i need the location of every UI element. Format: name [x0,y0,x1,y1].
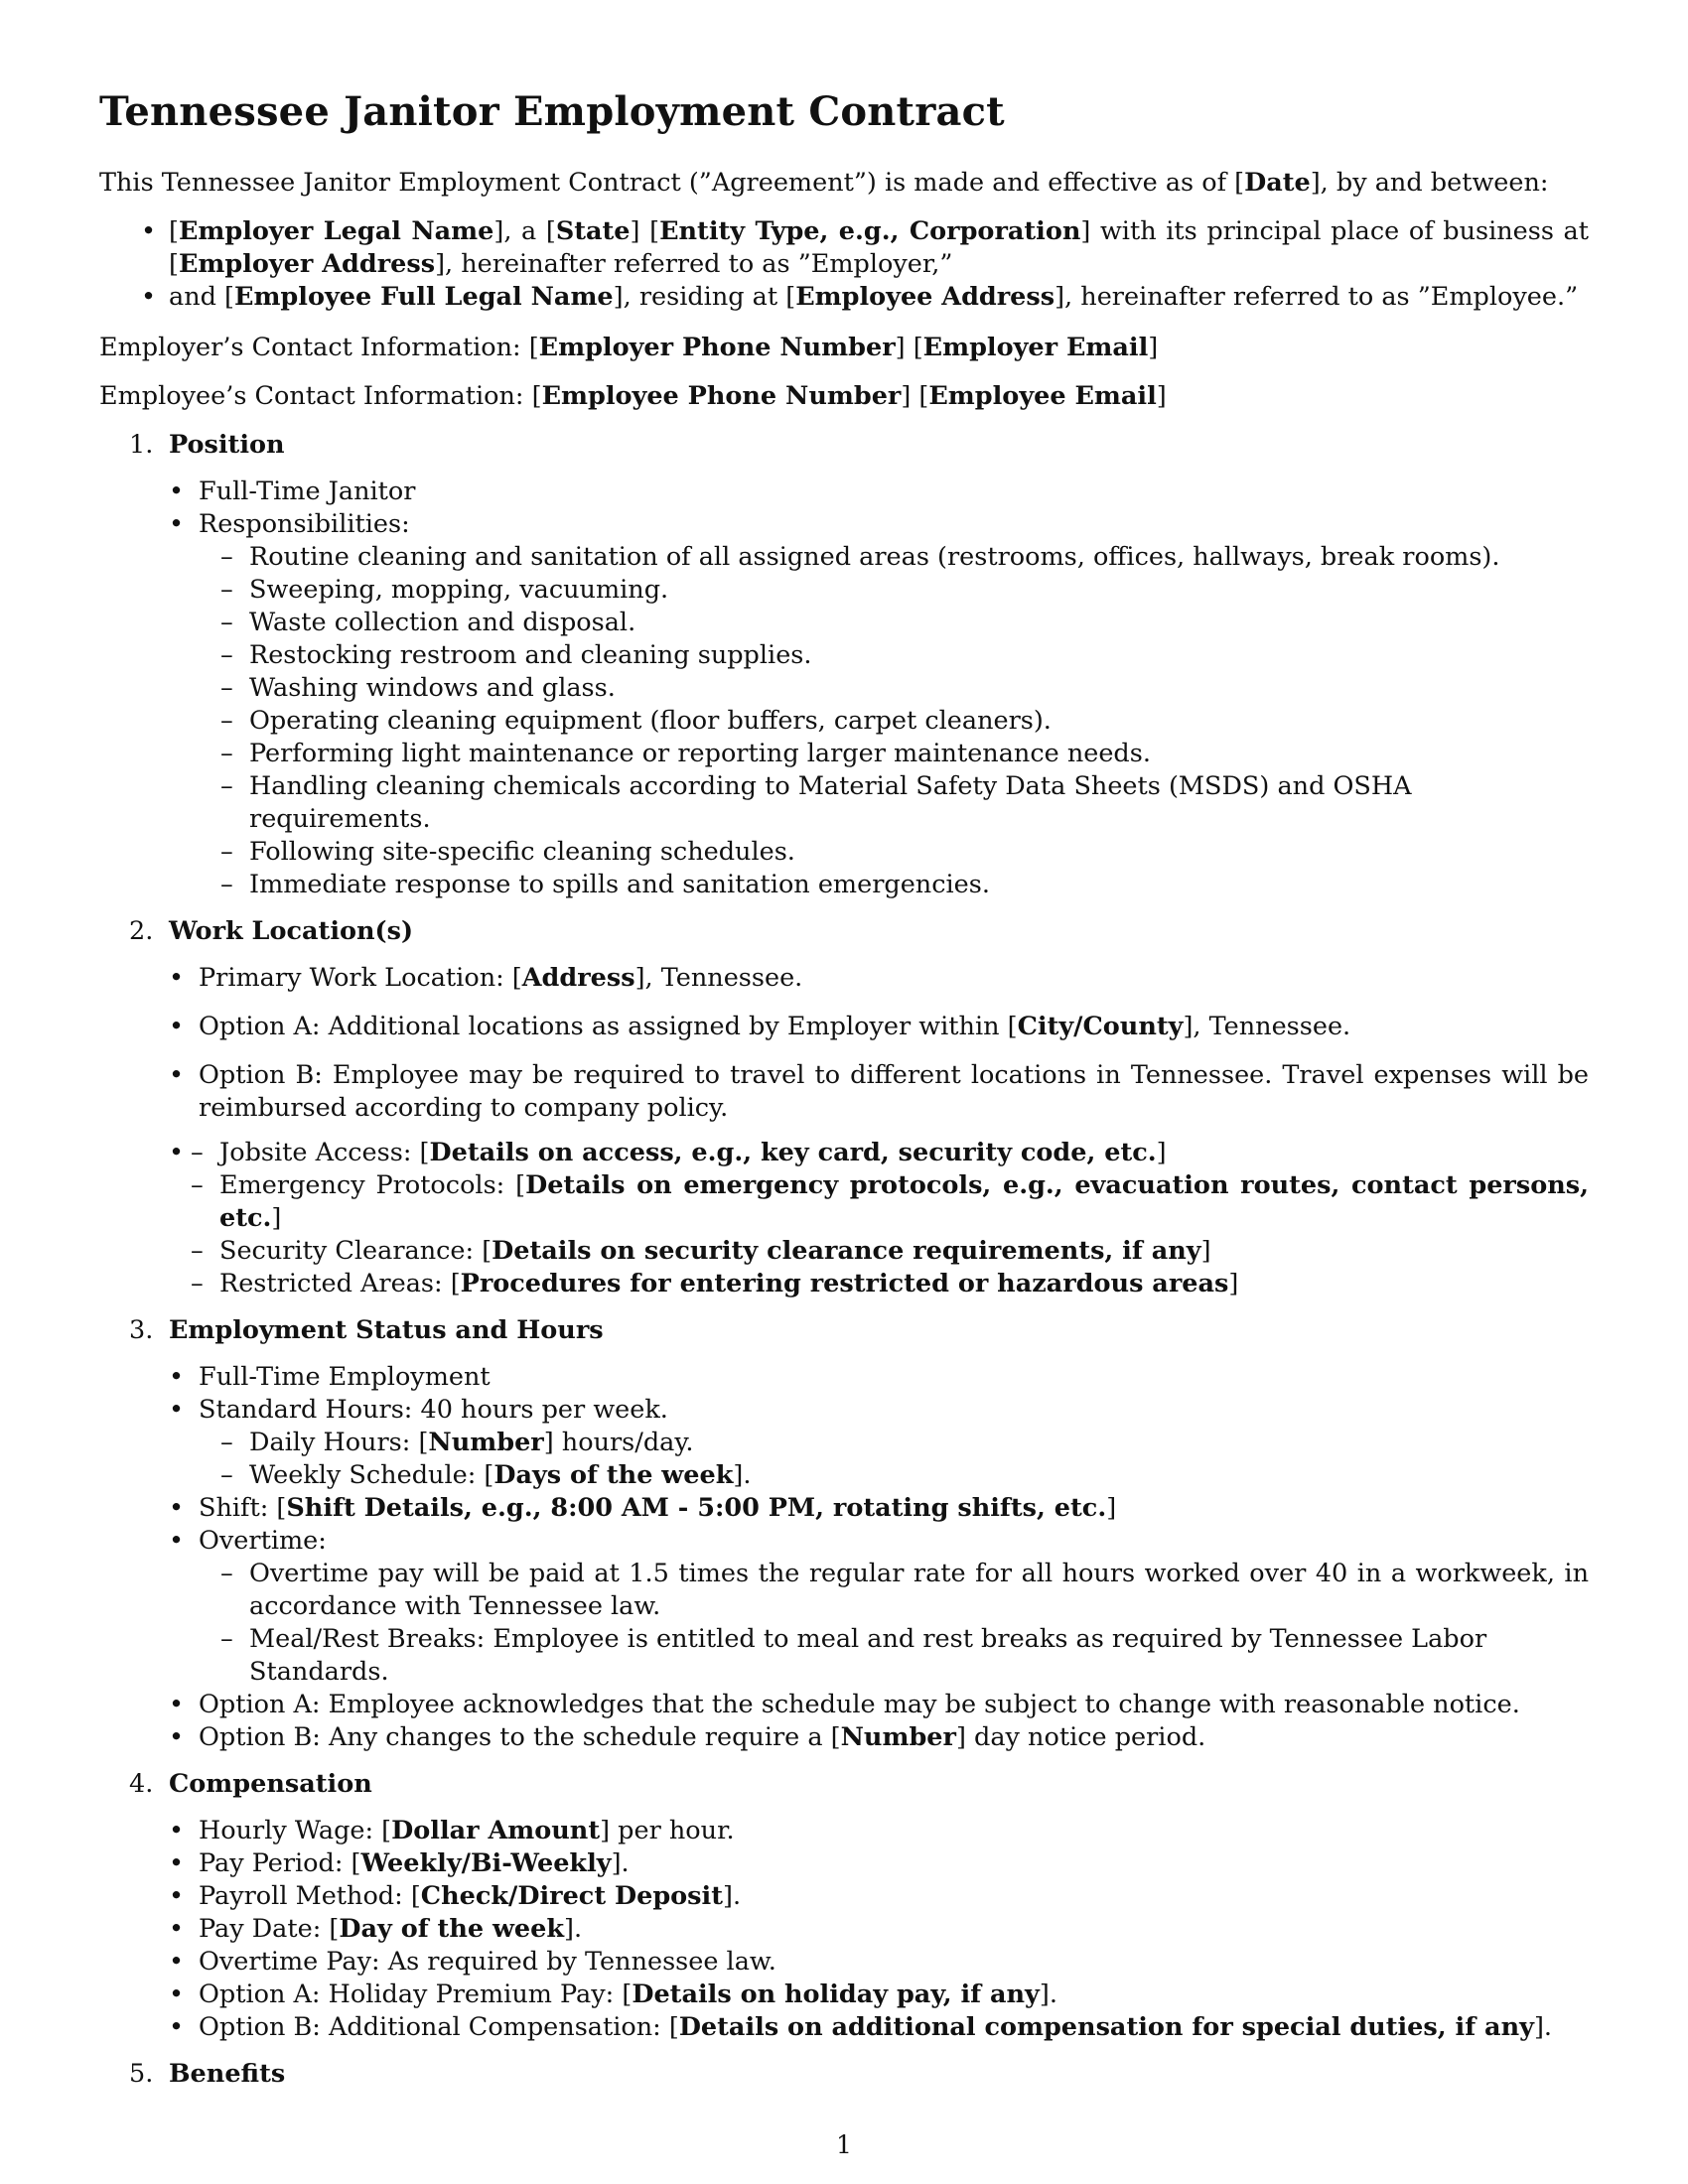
sections-list [99,429,1589,2091]
list-item: – Restocking restroom and cleaning supplies. [199,639,1589,672]
list-item: – Overtime pay will be paid at 1.5 times the regular rate for all hours worked over 40 in a workweek, in accordance with Tennessee law. [199,1558,1589,1623]
list-item: • Hourly Wage: [Dollar Amount] per hour. [169,1815,1589,1847]
date-placeholder: Date [1244,168,1311,198]
section-title: Employment Status and Hours [169,1315,604,1345]
list-item: – Restricted Areas: [Procedures for entering restricted or hazardous areas] [169,1268,1589,1300]
list-item: • Pay Date: [Day of the week]. [169,1913,1589,1946]
section-title: Benefits [169,2059,286,2089]
list-item: • Overtime Pay: As required by Tennessee law. [169,1946,1589,1979]
list-item: – Sweeping, mopping, vacuuming. [199,574,1589,607]
responsibilities-list [199,541,1589,901]
section-title: Work Location(s) [169,916,414,946]
list-item: • Full-Time Employment [169,1361,1589,1394]
list-item: – Emergency Protocols: [Details on emergency protocols, e.g., evacuation routes, contact persons, etc.] [169,1169,1589,1235]
list-item: • Standard Hours: 40 hours per week. – Daily Hours: [Number] hours/day. – Weekly Schedule: [Days of the week]. [169,1394,1589,1492]
list-item: • Pay Period: [Weekly/Bi-Weekly]. [169,1847,1589,1880]
list-item: • Option B: Additional Compensation: [Details on additional compensation for special duties, if any]. [169,2011,1589,2044]
intro-paragraph: This Tennessee Janitor Employment Contract (”Agreement”) is made and effective as of [Date], by and between: [99,168,1549,198]
list-item: • Payroll Method: [Check/Direct Deposit]. [169,1880,1589,1913]
list-item: – Security Clearance: [Details on security clearance requirements, if any] [169,1235,1589,1268]
list-item: • Option A: Employee acknowledges that the schedule may be subject to change with reasonable notice. [169,1689,1589,1721]
list-item: – Performing light maintenance or reporting larger maintenance needs. [199,738,1589,770]
list-item: – Meal/Rest Breaks: Employee is entitled to meal and rest breaks as required by Tennessee Labor Standards. [199,1623,1589,1689]
list-item: • Option A: Holiday Premium Pay: [Details on holiday pay, if any]. [169,1979,1589,2011]
list-item: • Option B: Employee may be required to travel to different locations in Tennessee. Travel expenses will be reimbursed according to company policy. [169,1059,1589,1125]
party-employee: • and [Employee Full Legal Name], residing at [Employee Address], hereinafter referred to as ”Employee.” [99,281,1589,314]
employer-contact: Employer’s Contact Information: [Employer Phone Number] [Employer Email] [99,333,1159,362]
list-item: • Full-Time Janitor [169,476,1589,508]
section-position: 1. Position • Full-Time Janitor • Responsibilities: – Routine cleaning and sanitation of all assigned areas (restrooms, offices, hallways, break rooms). – Sweeping, mopping, vacuuming. – Waste collection and disposal. – Restocking restroom and cleaning supplies. – Washing windows and glass. – Operating cleaning equipment (floor buffers, carpet cleaners). – Performing light maintenance or reporting larger maintenance needs. – Handling cleaning chemicals according to Material Safety Data Sheets (MSDS) and OSHA requirements. – Following site-specific cleaning schedules. – Immediate response to spills and sanitation emergencies. [99,429,1589,901]
section-compensation: 4. Compensation • Hourly Wage: [Dollar Amount] per hour. • Pay Period: [Weekly/Bi-Weekly]. • Payroll Method: [Check/Direct Deposit]. • Pay Date: [Day of the week]. • Overtime Pay: As required by Tennessee law. • Option A: Holiday Premium Pay: [Details on holiday pay, if any]. • Option B: Additional Compensation: [Details on additional compensation for special duties, if any]. [99,1768,1589,2044]
page-number: 1 [836,2130,852,2159]
location-details-list [169,1137,1589,1300]
party-employer: • [Employer Legal Name], a [State] [Entity Type, e.g., Corporation] with its principal place of business at [Employer Address], hereinafter referred to as ”Employer,” [99,215,1589,281]
list-item: – Weekly Schedule: [Days of the week]. [199,1459,1589,1492]
list-item: • Primary Work Location: [Address], Tennessee. [169,962,1589,995]
list-item: – • Jobsite Access: [Details on access, e.g., key card, security code, etc.] [169,1137,1589,1169]
parties-list [99,215,1589,314]
document-page [99,87,1589,2105]
section-benefits: 5. Benefits [99,2058,1589,2091]
list-item: – Immediate response to spills and sanitation emergencies. [199,869,1589,901]
list-item: • Option A: Additional locations as assigned by Employer within [City/County], Tennessee. [169,1011,1589,1043]
list-item: • Overtime: – Overtime pay will be paid at 1.5 times the regular rate for all hours worked over 40 in a workweek, in accordance with Tennessee law. – Meal/Rest Breaks: Employee is entitled to meal and rest breaks as required by Tennessee Labor Standards. [169,1525,1589,1689]
list-item: – Daily Hours: [Number] hours/day. [199,1427,1589,1459]
section-status-hours: 3. Employment Status and Hours • Full-Time Employment • Standard Hours: 40 hours per week. – Daily Hours: [Number] hours/day. – Weekly Schedule: [Days of the week]. • Shift: [Shift Details, e.g., 8:00 AM - 5:00 PM, rotating shifts, etc.] • Overtime: – Overtime pay will be paid at 1.5 times the regular rate for all hours worked over 40 in a workweek, in accordance with Tennessee law. – Meal/Rest Breaks: Employee is entitled to meal and rest breaks as required by Tennessee Labor Standards. • Option A: Employee acknowledges that the schedule may be subject to change with reasonable notice. • Option B: Any changes to the schedule require a [Number] day notice period. [99,1314,1589,1754]
list-item: • Option B: Any changes to the schedule require a [Number] day notice period. [169,1721,1589,1754]
list-item: – Waste collection and disposal. [199,607,1589,639]
section-work-location: 2. Work Location(s) • Primary Work Location: [Address], Tennessee. • Option A: Additional locations as assigned by Employer within [City/County], Tennessee. • Option B: Employee may be required to travel to different locations in Tennessee. Travel expenses will be reimbursed according to company policy. – • Jobsite Access: [Details on access, e.g., key card, security code, etc.] – Emergency Protocols: [Details on emergency protocols, e.g., evacuation routes, contact persons, etc.] – Security Clearance: [Details on security clearance requirements, if any] – Restricted Areas: [Procedures for entering restricted or hazardous areas] [99,915,1589,1300]
employee-contact: Employee’s Contact Information: [Employee Phone Number] [Employee Email] [99,381,1167,411]
list-item: – Handling cleaning chemicals according to Material Safety Data Sheets (MSDS) and OSHA requirements. [199,770,1589,836]
list-item: – Routine cleaning and sanitation of all assigned areas (restrooms, offices, hallways, break rooms). [199,541,1589,574]
section-title: Compensation [169,1769,372,1799]
list-item: – Following site-specific cleaning schedules. [199,836,1589,869]
list-item: – Washing windows and glass. [199,672,1589,705]
list-item: • Shift: [Shift Details, e.g., 8:00 AM - 5:00 PM, rotating shifts, etc.] [169,1492,1589,1525]
list-item: • Responsibilities: – Routine cleaning and sanitation of all assigned areas (restrooms, offices, hallways, break rooms). – Sweeping, mopping, vacuuming. – Waste collection and disposal. – Restocking restroom and cleaning supplies. – Washing windows and glass. – Operating cleaning equipment (floor buffers, carpet cleaners). – Performing light maintenance or reporting larger maintenance needs. – Handling cleaning chemicals according to Material Safety Data Sheets (MSDS) and OSHA requirements. – Following site-specific cleaning schedules. – Immediate response to spills and sanitation emergencies. [169,508,1589,901]
document-title: Tennessee Janitor Employment Contract [99,88,1005,135]
section-title: Position [169,430,285,460]
list-item: – Operating cleaning equipment (floor buffers, carpet cleaners). [199,705,1589,738]
